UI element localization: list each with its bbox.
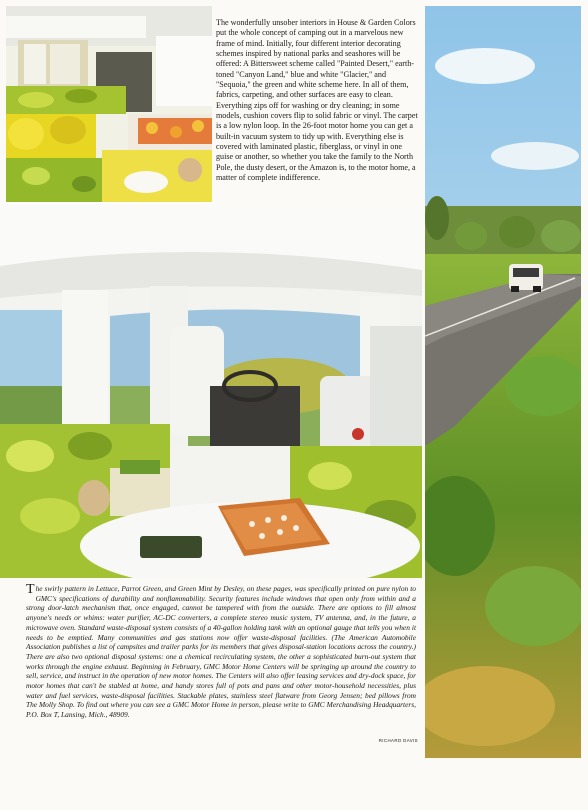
bedroom-interior-photo (6, 6, 212, 204)
intro-text: The wonderfully unsober interiors in House & Garden Colors put the whole concept of camping out in a marvelous new frame of mind. Initially, four different interior decorating schemes inspired by national parks and seashores will be offered: A Bittersweet scheme called "Painted Desert," earth-toned "Canyon Land," blue and white "Glacier," and "Sequoia," the green and white scheme here. In all of them, fabrics, carpeting, and other surfaces are easy to clean. Everything zips off for washing or dry cleaning; in some models, cushion covers flip to solid fabric or vinyl. The carpet is a low nylon loop. In the 26-foot motor home you can get a built-in vacuum system to tidy up with. Everything else is covered with laminated plastic, fiberglass, or vinyl in one guise or another, so whether you take the family to the North Pole, the dusty desert, or the Amazon is, to the motor home, a matter of complete indifference. (216, 18, 418, 183)
caption-text: he swirly pattern in Lettuce, Parrot Green, and Green Mint by Desley, on these pages, was specifically printed on pure nylon to GMC's specifications of durability and nonflammability. Security features include windows that open only from within and a strong door-latch mechanism that, once engaged, cannot be tampered with from the outside. There are options to fill almost anyone's needs or whims: water purifier, AC-DC converters, a complete stereo music system, TV antenna, and, in the future, a microwave oven. Standard waste-disposal system consists of a 40-gallon holding tank with an optional gauge that tells you when it needs to be emptied. Many communities and gas stations now offer waste-disposal facilities. (The American Automobile Association publishes a list of campsites and trailer parks for its members that gives disposal-station locations across the country.) There are also two optional disposal systems: one a chemical recirculating system, the other a sophisticated burn-out system that works through the engine exhaust. Beginning in February, GMC Motor Home Centers will be springing up around the country to sell, service, and instruct in the operation of new motor homes. The Centers will also offer leasing services and dry-dock space, for motor homes that can't be stabled at home, and handy stores full of pots and pans and other motor-household necessities, plus water and fuel services, waste-disposal facilities. Stackable plates, stainless steel flatware from Georg Jensen; bed pillows from The Molly Shop. To find out where you can see a GMC Motor Home in person, please write to GMC Merchandising Headquarters, P.O. Box T, Lansing, Mich., 48909. (26, 584, 416, 720)
photo-credit: RICHARD DAVIS (378, 738, 418, 743)
motor-home-on-road-photo (425, 6, 581, 758)
cockpit-dinette-interior-photo (0, 206, 422, 578)
caption-paragraph (26, 584, 416, 720)
intro-paragraph (216, 18, 420, 184)
caption-dropcap: T (26, 582, 35, 597)
